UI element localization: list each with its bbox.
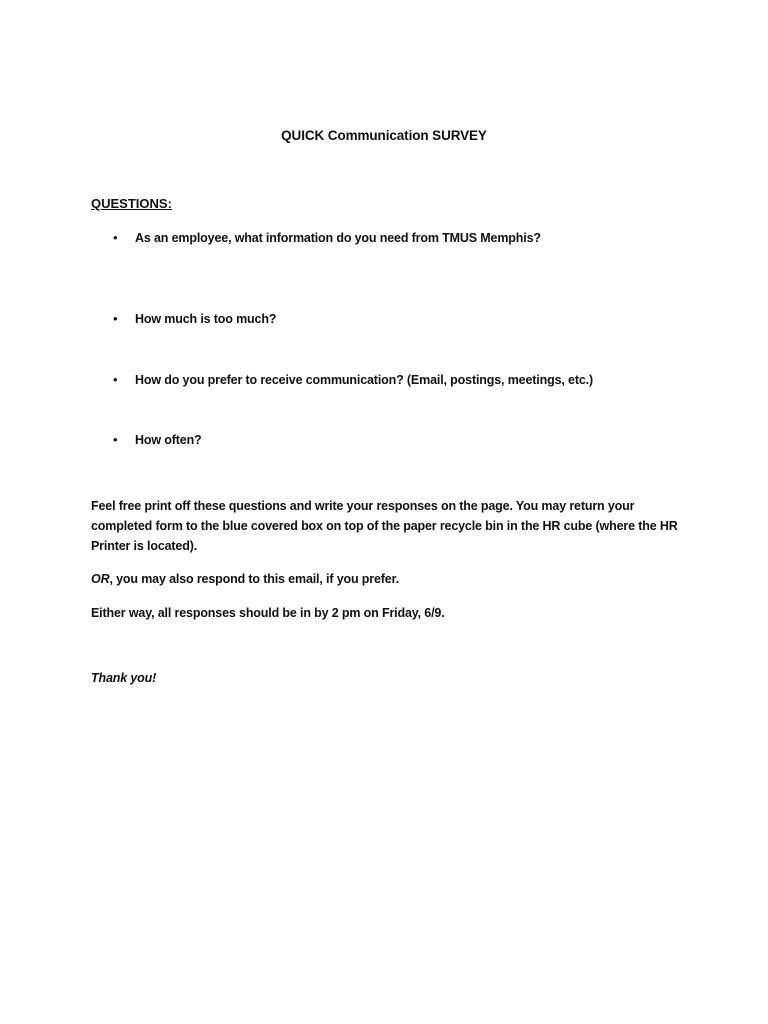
alternative-text: , you may also respond to this email, if you prefer. (109, 572, 399, 586)
question-text: How often? (135, 433, 202, 447)
bullet-icon: • (113, 372, 118, 387)
alternative-paragraph (91, 569, 691, 589)
list-item (113, 372, 593, 387)
question-text: How do you prefer to receive communication? (Email, postings, meetings, etc.) (135, 373, 593, 387)
instructions-line: completed form to the blue covered box on top of the paper recycle bin in the HR cube (where the HR (91, 519, 678, 533)
question-text: How much is too much? (135, 312, 277, 326)
list-item (113, 311, 276, 326)
instructions-line: Feel free print off these questions and write your responses on the page. You may return your (91, 499, 635, 513)
deadline-prefix: Either way, all responses should be in by (91, 606, 332, 620)
questions-heading: QUESTIONS: (91, 196, 172, 211)
bullet-icon: • (113, 230, 118, 245)
question-text: As an employee, what information do you need from TMUS Memphis? (135, 231, 541, 245)
or-emphasis: OR (91, 572, 110, 586)
list-item (113, 432, 202, 447)
list-item (113, 230, 541, 245)
closing-text: Thank you! (91, 671, 157, 685)
bullet-icon: • (113, 432, 118, 447)
bullet-icon: • (113, 311, 118, 326)
instructions-paragraph (91, 496, 691, 556)
deadline-paragraph (91, 603, 691, 623)
page-title: QUICK Communication SURVEY (281, 128, 487, 143)
deadline-date: 2 pm on Friday, 6/9. (331, 606, 445, 620)
instructions-line: Printer is located). (91, 539, 198, 553)
